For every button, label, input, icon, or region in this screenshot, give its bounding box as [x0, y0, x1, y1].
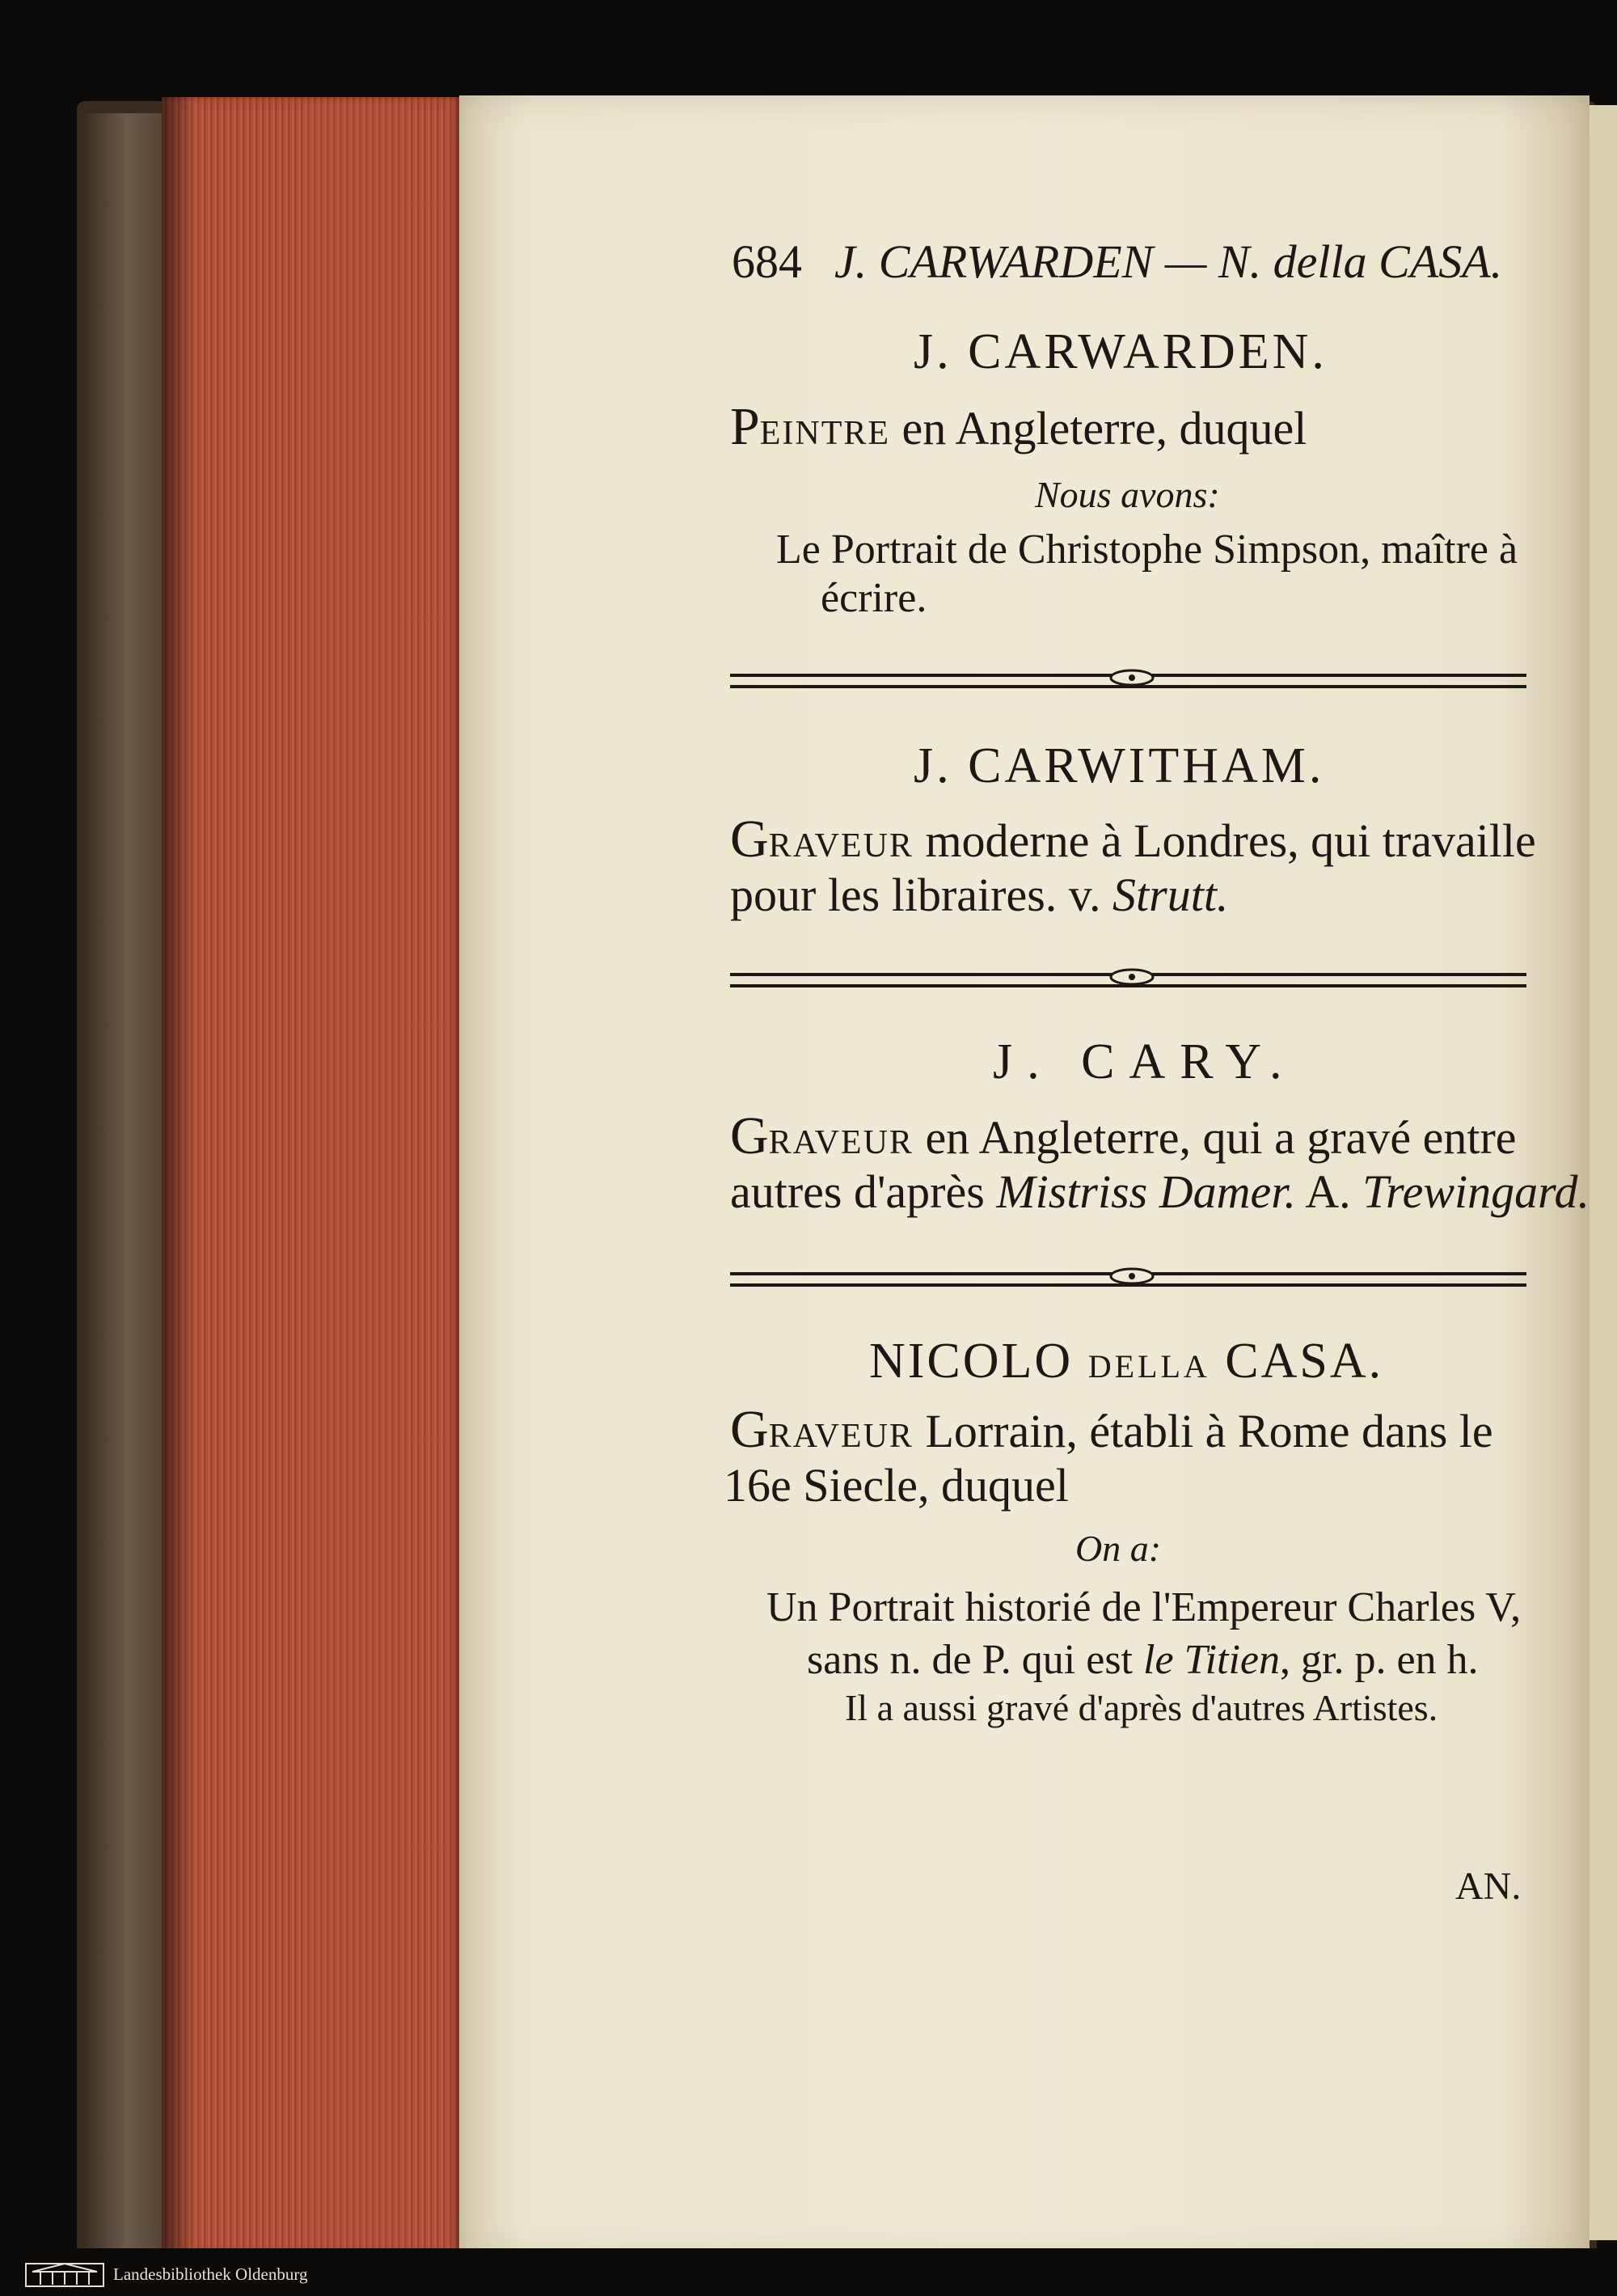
entry-text-line: GRAVEUR Lorrain, établi à Rome dans le — [730, 1400, 1493, 1459]
ornament-icon — [1108, 668, 1156, 687]
page-edges — [162, 97, 461, 2256]
entry-text-line: GRAVEUR en Angleterre, qui a gravé entre — [730, 1106, 1517, 1165]
running-title: J. CARWARDEN — N. della CASA. — [834, 235, 1503, 288]
entry-item: Un Portrait historié de l'Empereur Charles V, — [766, 1584, 1522, 1630]
running-header — [732, 235, 1502, 289]
section-heading: Nous avons: — [1035, 474, 1220, 515]
library-name: Landesbibliothek Oldenburg — [113, 2264, 308, 2284]
entry-heading: J. CARWARDEN. — [914, 324, 1328, 379]
entry-text-line: pour les libraires. v. Strutt. — [730, 869, 1229, 921]
page-edges-shadow — [162, 97, 194, 2256]
entry-heading: J. CARWITHAM. — [914, 738, 1325, 793]
entry-text-line: GRAVEUR moderne à Londres, qui travaille — [730, 810, 1536, 869]
entry-text-line: 16e Siecle, duquel — [724, 1459, 1069, 1512]
entry-text-line: PEINTRE en Angleterre, duquel — [730, 397, 1307, 456]
entry-heading: J. CARY. — [993, 1034, 1297, 1089]
entry-text-line: autres d'après Mistriss Damer. A. Trewingard. — [730, 1165, 1590, 1218]
entry-item: sans n. de P. qui est le Titien, gr. p. en h. — [807, 1637, 1479, 1683]
ornament-icon — [1108, 967, 1156, 987]
catchword: AN. — [1455, 1865, 1522, 1908]
facing-page-edge — [1590, 105, 1617, 2240]
entry-item: Il a aussi gravé d'après d'autres Artistes. — [845, 1687, 1438, 1728]
page-number: 684 — [732, 235, 802, 288]
section-heading: On a: — [1075, 1528, 1162, 1569]
entry-heading: NICOLO DELLA CASA. — [869, 1334, 1384, 1389]
entry-item: écrire. — [821, 575, 927, 621]
ornament-icon — [1108, 1266, 1156, 1286]
library-logo-icon — [24, 2260, 105, 2288]
entry-item: Le Portrait de Christophe Simpson, maître à — [776, 526, 1518, 573]
